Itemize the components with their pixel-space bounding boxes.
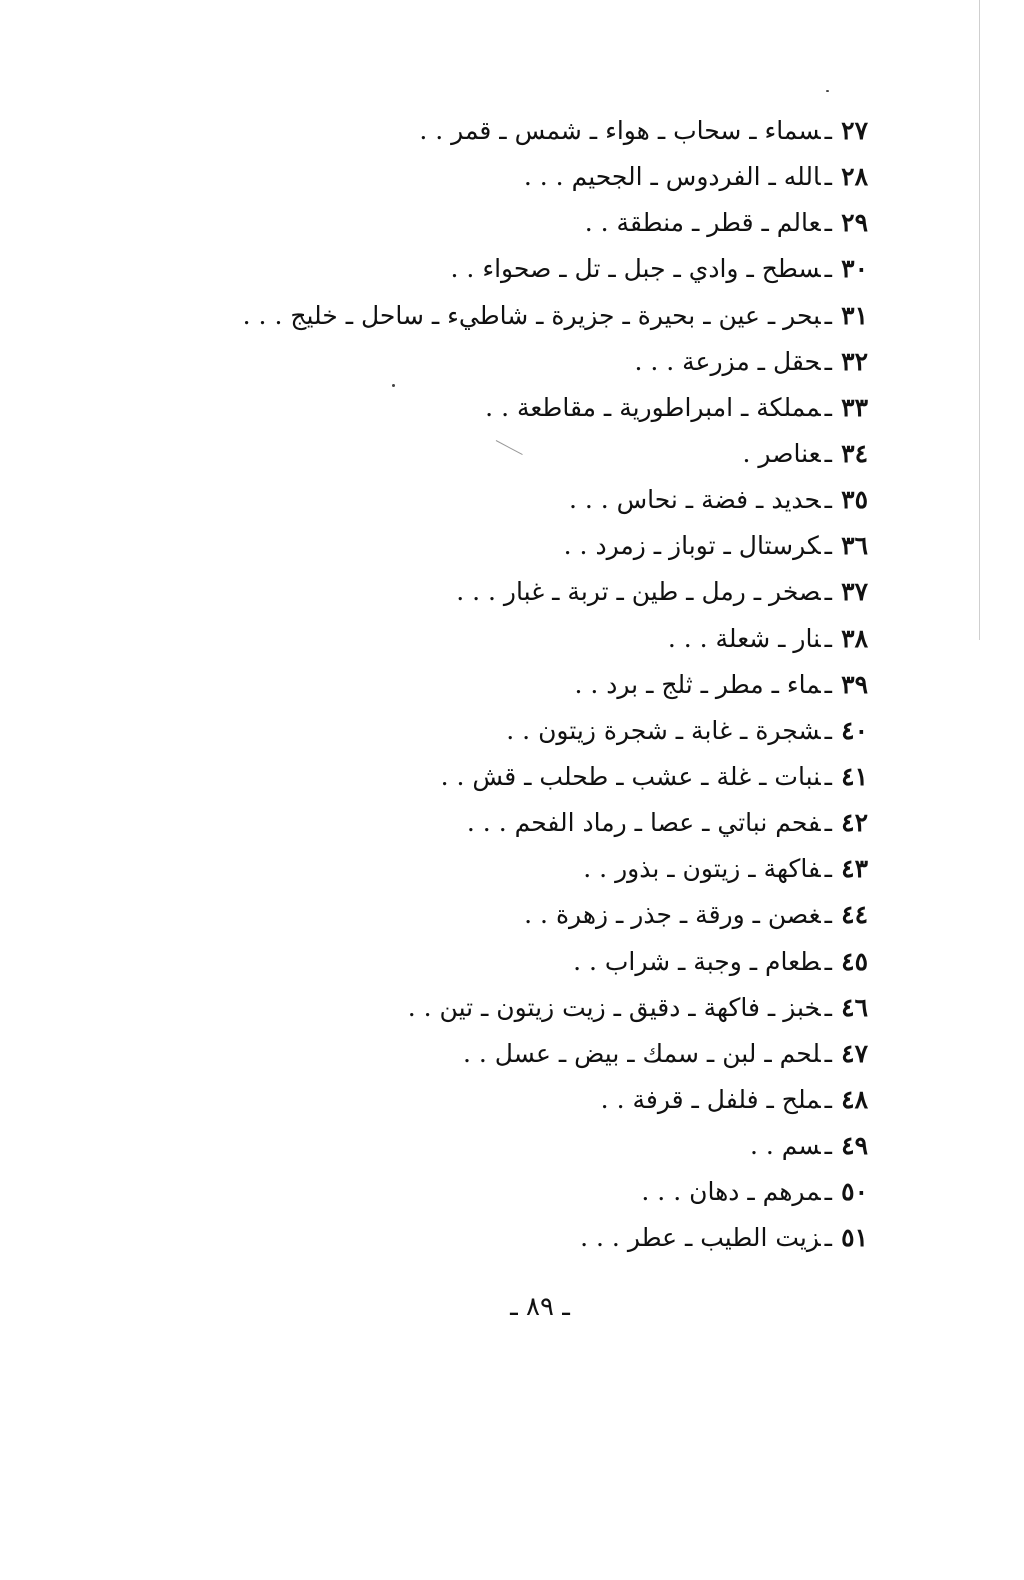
item-separator: ـ	[824, 1223, 832, 1253]
item-text: عالم ـ قطر ـ منطقة . .	[584, 208, 821, 238]
item-number: ٤٢	[841, 808, 868, 838]
list-item	[168, 989, 868, 1035]
list-item	[168, 896, 868, 942]
item-text: الله ـ الفردوس ـ الجحيم . . .	[523, 162, 821, 192]
item-number: ٤٧	[841, 1038, 868, 1068]
item-text: بحر ـ عين ـ بحيرة ـ جزيرة ـ شاطيء ـ ساحل ـ خليج . . .	[242, 300, 821, 330]
item-separator: ـ	[824, 1084, 832, 1114]
list-item	[168, 1127, 868, 1173]
item-text: نار ـ شعلة . . .	[667, 623, 821, 653]
item-text: زيت الطيب ـ عطر . . .	[580, 1223, 821, 1253]
list-item	[168, 158, 868, 204]
item-separator: ـ	[824, 761, 832, 791]
item-text: سماء ـ سحاب ـ هواء ـ شمس ـ قمر . .	[419, 116, 821, 145]
item-separator: ـ	[824, 1177, 832, 1207]
item-text: غصن ـ ورقة ـ جذر ـ زهرة . .	[524, 900, 821, 930]
item-number: ٤١	[841, 761, 868, 791]
list-item	[168, 943, 868, 989]
list-item	[168, 712, 868, 758]
item-text: سم . .	[749, 1131, 821, 1161]
item-separator: ـ	[824, 1038, 832, 1068]
item-number: ٢٧	[841, 116, 868, 145]
item-text: طعام ـ وجبة ـ شراب . .	[573, 946, 821, 976]
list-item	[168, 481, 868, 527]
item-text: عناصر .	[742, 438, 821, 468]
item-separator: ـ	[824, 577, 832, 607]
item-text: لحم ـ لبن ـ سمك ـ بيض ـ عسل . .	[463, 1038, 821, 1068]
item-text: فحم نباتي ـ عصا ـ رماد الفحم . . .	[466, 808, 821, 838]
item-number: ٥١	[841, 1223, 868, 1253]
list-item	[168, 850, 868, 896]
item-text: خبز ـ فاكهة ـ دقيق ـ زيت زيتون ـ تين . .	[407, 992, 821, 1022]
item-number: ٤٨	[841, 1084, 868, 1114]
item-text: ماء ـ مطر ـ ثلج ـ برد . .	[574, 669, 821, 699]
item-separator: ـ	[824, 346, 832, 376]
item-number: ٤٣	[841, 854, 868, 884]
list-item	[168, 250, 868, 296]
item-number: ٥٠	[841, 1177, 868, 1207]
item-separator: ـ	[824, 254, 832, 284]
list-item	[168, 1081, 868, 1127]
item-text: كرستال ـ توباز ـ زمرد . .	[563, 531, 821, 561]
list-item	[168, 758, 868, 804]
list-item	[168, 1035, 868, 1081]
page-edge-line	[979, 0, 980, 640]
item-separator: ـ	[824, 208, 832, 238]
word-list	[168, 112, 868, 1266]
item-separator: ـ	[824, 300, 832, 330]
item-text: صخر ـ رمل ـ طين ـ تربة ـ غبار . . .	[456, 577, 821, 607]
list-item	[168, 389, 868, 435]
item-number: ٤٠	[841, 715, 868, 745]
list-item	[168, 527, 868, 573]
item-number: ٤٩	[841, 1131, 868, 1161]
item-number: ٤٥	[841, 946, 868, 976]
list-item	[168, 573, 868, 619]
item-text: نبات ـ غلة ـ عشب ـ طحلب ـ قش . .	[440, 761, 821, 791]
item-separator: ـ	[824, 946, 832, 976]
item-number: ٤٦	[841, 992, 868, 1022]
page-number: ـ ٨٩ ـ	[510, 1292, 570, 1322]
item-text: فاكهة ـ زيتون ـ بذور . .	[583, 854, 821, 884]
item-number: ٣٥	[841, 485, 868, 515]
item-separator: ـ	[824, 438, 832, 468]
item-text: ملح ـ فلفل ـ قرفة . .	[600, 1084, 821, 1114]
item-number: ٣٢	[841, 346, 868, 376]
item-number: ٣٧	[841, 577, 868, 607]
item-separator: ـ	[824, 808, 832, 838]
item-text: مملكة ـ امبراطورية ـ مقاطعة . .	[485, 392, 821, 422]
item-separator: ـ	[824, 623, 832, 653]
scan-speck	[826, 90, 829, 92]
item-separator: ـ	[824, 992, 832, 1022]
item-separator: ـ	[824, 162, 832, 192]
item-separator: ـ	[824, 900, 832, 930]
item-separator: ـ	[824, 116, 832, 145]
item-text: سطح ـ وادي ـ جبل ـ تل ـ صحواء . .	[450, 254, 821, 284]
item-separator: ـ	[824, 392, 832, 422]
list-item	[168, 1219, 868, 1265]
item-number: ٣٨	[841, 623, 868, 653]
list-item	[168, 1173, 868, 1219]
item-text: حقل ـ مزرعة . . .	[634, 346, 821, 376]
item-separator: ـ	[824, 669, 832, 699]
item-number: ٤٤	[841, 900, 868, 930]
item-number: ٣٣	[841, 392, 868, 422]
list-item	[168, 112, 868, 158]
item-separator: ـ	[824, 531, 832, 561]
item-separator: ـ	[824, 854, 832, 884]
item-text: مرهم ـ دهان . . .	[641, 1177, 821, 1207]
item-number: ٣٠	[841, 254, 868, 284]
list-item	[168, 666, 868, 712]
item-text: حديد ـ فضة ـ نحاس . . .	[568, 485, 821, 515]
list-item	[168, 297, 868, 343]
item-number: ٣٦	[841, 531, 868, 561]
item-text: شجرة ـ غابة ـ شجرة زيتون . .	[506, 715, 821, 745]
list-item	[168, 435, 868, 481]
list-item	[168, 204, 868, 250]
item-number: ٢٨	[841, 162, 868, 192]
list-item	[168, 620, 868, 666]
item-number: ٣١	[841, 300, 868, 330]
list-item	[168, 804, 868, 850]
item-number: ٣٩	[841, 669, 868, 699]
item-number: ٢٩	[841, 208, 868, 238]
item-separator: ـ	[824, 485, 832, 515]
list-item	[168, 343, 868, 389]
item-number: ٣٤	[841, 438, 868, 468]
item-separator: ـ	[824, 715, 832, 745]
item-separator: ـ	[824, 1131, 832, 1161]
